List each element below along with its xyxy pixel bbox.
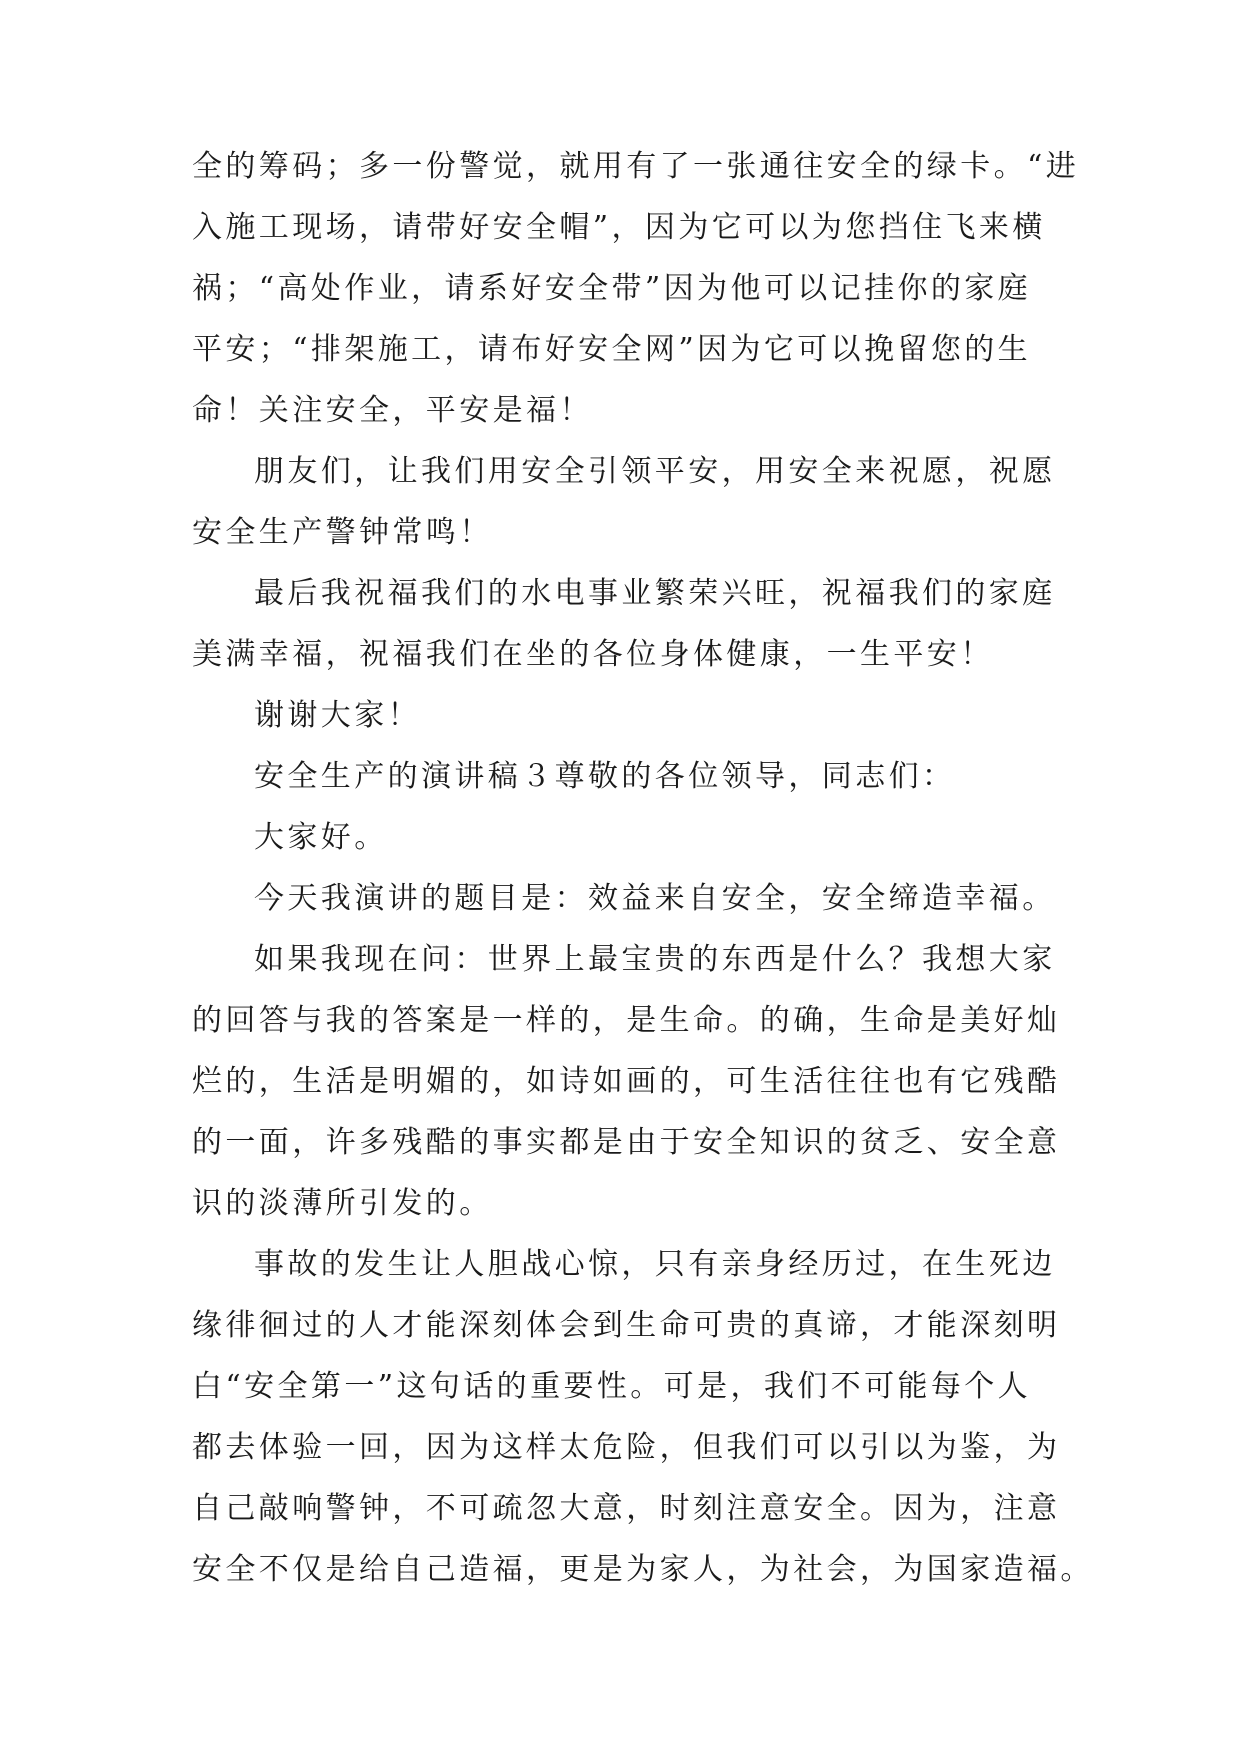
text-line: 的回答与我的答案是一样的，是生命。的确，生命是美好灿 (192, 1003, 1061, 1038)
text-line: 祸；“高处作业，请系好安全带”因为他可以记挂你的家庭 (192, 271, 1032, 306)
text-line: 平安；“排架施工，请布好安全网”因为它可以挽留您的生 (192, 332, 1032, 367)
text-line: 自己敲响警钟，不可疏忽大意，时刻注意安全。因为，注意 (192, 1491, 1061, 1526)
speech-text (192, 136, 1094, 1600)
paragraph-start: 事故的发生让人胆战心惊，只有亲身经历过，在生死边 (254, 1247, 1056, 1282)
text-line: 都去体验一回，因为这样太危险，但我们可以引以为鉴，为 (192, 1430, 1061, 1465)
paragraph-start: 最后我祝福我们的水电事业繁荣兴旺，祝福我们的家庭 (254, 576, 1056, 611)
speech-title-line: 安全生产的演讲稿３尊敬的各位领导，同志们： (254, 759, 956, 794)
paragraph-start: 如果我现在问：世界上最宝贵的东西是什么？我想大家 (254, 942, 1056, 977)
text-line: 安全不仅是给自己造福，更是为家人，为社会，为国家造福。 (192, 1552, 1094, 1587)
greeting-line: 大家好。 (254, 820, 388, 855)
text-line: 入施工现场，请带好安全帽”，因为它可以为您挡住飞来横 (192, 210, 1046, 245)
text-line: 烂的，生活是明媚的，如诗如画的，可生活往往也有它残酷 (192, 1064, 1061, 1099)
paragraph-start: 朋友们，让我们用安全引领平安，用安全来祝愿，祝愿 (254, 454, 1056, 489)
text-line: 白“安全第一”这句话的重要性。可是，我们不可能每个人 (192, 1369, 1032, 1404)
topic-line: 今天我演讲的题目是：效益来自安全，安全缔造幸福。 (254, 881, 1056, 916)
text-line: 全的筹码；多一份警觉，就用有了一张通往安全的绿卡。“进 (192, 149, 1080, 184)
text-line: 命！关注安全，平安是福！ (192, 393, 593, 428)
text-line: 安全生产警钟常鸣！ (192, 515, 493, 550)
paragraph-start: 谢谢大家！ (254, 698, 421, 733)
text-line: 识的淡薄所引发的。 (192, 1186, 493, 1221)
text-line: 的一面，许多残酷的事实都是由于安全知识的贫乏、安全意 (192, 1125, 1061, 1160)
text-line: 缘徘徊过的人才能深刻体会到生命可贵的真谛，才能深刻明 (192, 1308, 1061, 1343)
text-line: 美满幸福，祝福我们在坐的各位身体健康，一生平安！ (192, 637, 994, 672)
